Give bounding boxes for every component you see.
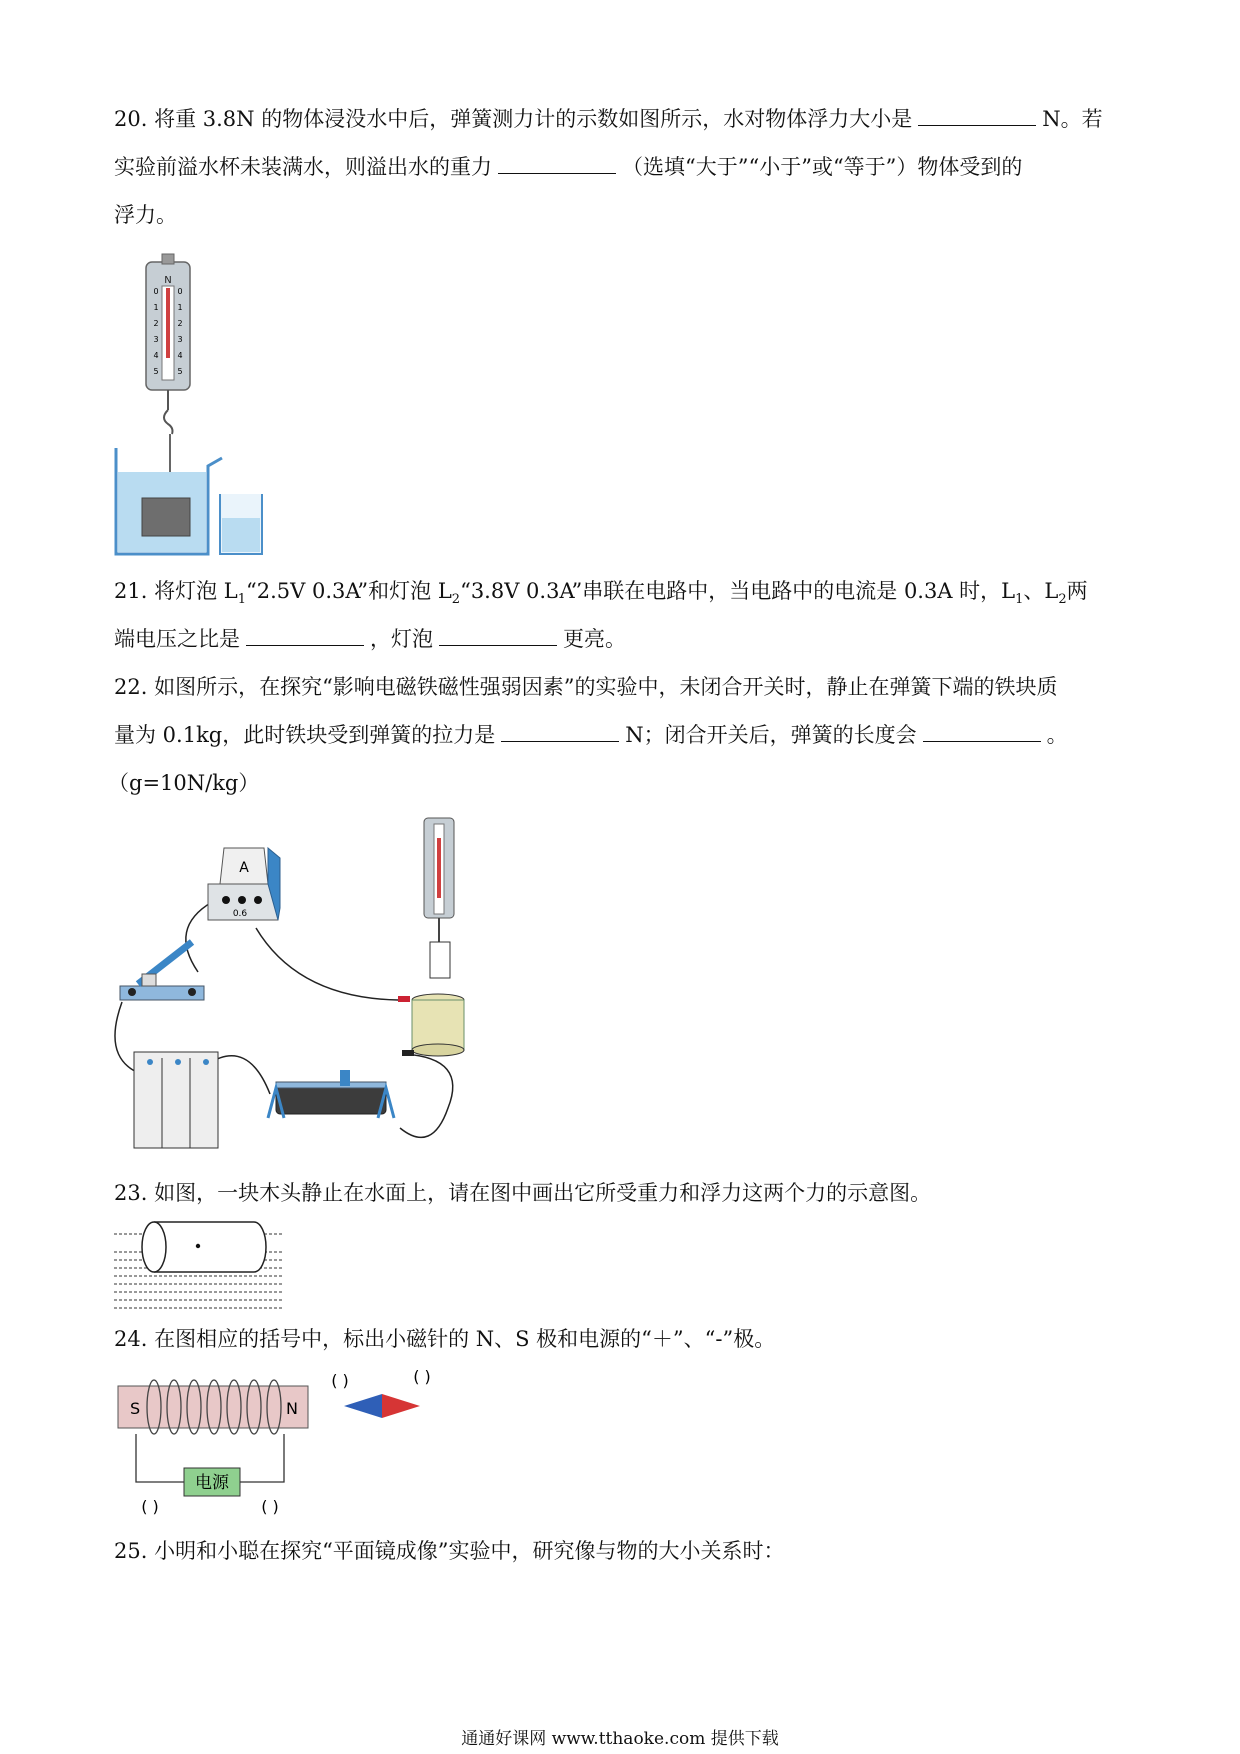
- q20-scale-tick-left: 3: [153, 335, 159, 344]
- q20-scale-tick-left: 1: [153, 303, 159, 312]
- q21-sub-4: 2: [1058, 592, 1067, 608]
- q22-ammeter-label: A: [239, 860, 249, 876]
- q20-scale-tick-left: 2: [153, 319, 159, 328]
- q24-pole-n: N: [286, 1399, 298, 1418]
- q24-bracket-source-left[interactable]: ( ): [141, 1497, 159, 1516]
- q24-pole-s: S: [130, 1399, 141, 1418]
- q20-text-2b: （选填“大于”“小于”或“等于”）物体受到的: [622, 155, 1023, 179]
- q22-text-3: （g=10N/kg）: [108, 771, 260, 795]
- q22-figure: [108, 808, 508, 1168]
- q24-bracket-source-right[interactable]: ( ): [261, 1497, 279, 1516]
- q24-line-1: [114, 1324, 775, 1354]
- q20-blank-2[interactable]: [498, 155, 616, 174]
- q20-scale-unit: N: [164, 275, 172, 286]
- q21-sub-3: 1: [1015, 592, 1024, 608]
- q20-text-1b: N。若: [1042, 107, 1103, 131]
- q20-blank-1[interactable]: [918, 107, 1036, 126]
- q21-text-2b: ，灯泡: [370, 627, 433, 651]
- q21-text-1d: 、L: [1023, 579, 1059, 603]
- q21-text-1c: “3.8V 0.3A”串联在电路中，当电路中的电流是 0.3A 时，L: [460, 579, 1016, 603]
- q21-text-2a: 端电压之比是: [114, 627, 240, 651]
- q22-line-2: [114, 720, 1068, 750]
- q20-scale-tick-left: 4: [153, 351, 159, 360]
- q20-line-3: [114, 200, 177, 230]
- q22-text-1: 22. 如图所示，在探究“影响电磁铁磁性强弱因素”的实验中，未闭合开关时，静止在弹簧下端的铁块质: [114, 675, 1058, 699]
- q20-figure: [112, 250, 272, 562]
- page-footer: 通通好课网 www.tthaoke.com 提供下载: [461, 1729, 779, 1749]
- q21-line-2: [114, 624, 626, 654]
- q22-text-2b: N；闭合开关后，弹簧的长度会: [625, 723, 917, 747]
- q21-text-2c: 更亮。: [563, 627, 626, 651]
- q20-text-2a: 实验前溢水杯未装满水，则溢出水的重力: [114, 155, 492, 179]
- q20-scale-tick-right: 4: [177, 351, 183, 360]
- q20-scale-tick-right: 3: [177, 335, 183, 344]
- q25-text-1: 25. 小明和小聪在探究“平面镜成像”实验中，研究像与物的大小关系时：: [114, 1539, 785, 1563]
- q20-scale-tick-right: 5: [177, 367, 183, 376]
- q22-line-1: [114, 672, 1058, 702]
- q22-line-3: [108, 768, 259, 798]
- q22-blank-1[interactable]: [501, 723, 619, 742]
- q23-text-1: 23. 如图，一块木头静止在水面上，请在图中画出它所受重力和浮力这两个力的示意图。: [114, 1181, 932, 1205]
- q22-ammeter-scale: 0.6: [232, 909, 248, 919]
- q21-text-1e: 两: [1066, 579, 1088, 603]
- q24-source-label: 电源: [195, 1473, 229, 1493]
- q25-line-1: [114, 1536, 785, 1566]
- q24-bracket-needle-left[interactable]: ( ): [331, 1371, 349, 1390]
- q24-text-1: 24. 在图相应的括号中，标出小磁针的 N、S 极和电源的“＋”、“-”极。: [114, 1327, 776, 1351]
- q21-sub-2: 2: [451, 592, 461, 608]
- q20-scale-tick-left: 0: [153, 287, 159, 296]
- q23-figure: [114, 1220, 284, 1312]
- q20-line-1: [114, 104, 1103, 134]
- q20-text-3: 浮力。: [114, 203, 177, 227]
- q21-sub-1: 1: [237, 592, 246, 608]
- q20-line-2: [114, 152, 1022, 182]
- q21-blank-2[interactable]: [439, 627, 557, 646]
- q23-line-1: [114, 1178, 931, 1208]
- q20-scale-tick-right: 1: [177, 303, 183, 312]
- q24-bracket-needle-right[interactable]: ( ): [413, 1367, 431, 1386]
- q21-blank-1[interactable]: [246, 627, 364, 646]
- q21-text-1a: 21. 将灯泡 L: [114, 579, 238, 603]
- q20-scale-tick-right: 0: [177, 287, 183, 296]
- q21-line-1: [114, 576, 1088, 615]
- q24-figure: [114, 1366, 454, 1516]
- q20-scale-tick-right: 2: [177, 319, 183, 328]
- q22-text-2a: 量为 0.1kg，此时铁块受到弹簧的拉力是: [114, 723, 496, 747]
- q21-text-1b: “2.5V 0.3A”和灯泡 L: [245, 579, 452, 603]
- q22-text-2c: 。: [1046, 723, 1068, 747]
- q22-blank-2[interactable]: [923, 723, 1041, 742]
- q20-scale-tick-left: 5: [153, 367, 159, 376]
- q20-text-1a: 20. 将重 3.8N 的物体浸没水中后，弹簧测力计的示数如图所示，水对物体浮力大小是: [114, 107, 913, 131]
